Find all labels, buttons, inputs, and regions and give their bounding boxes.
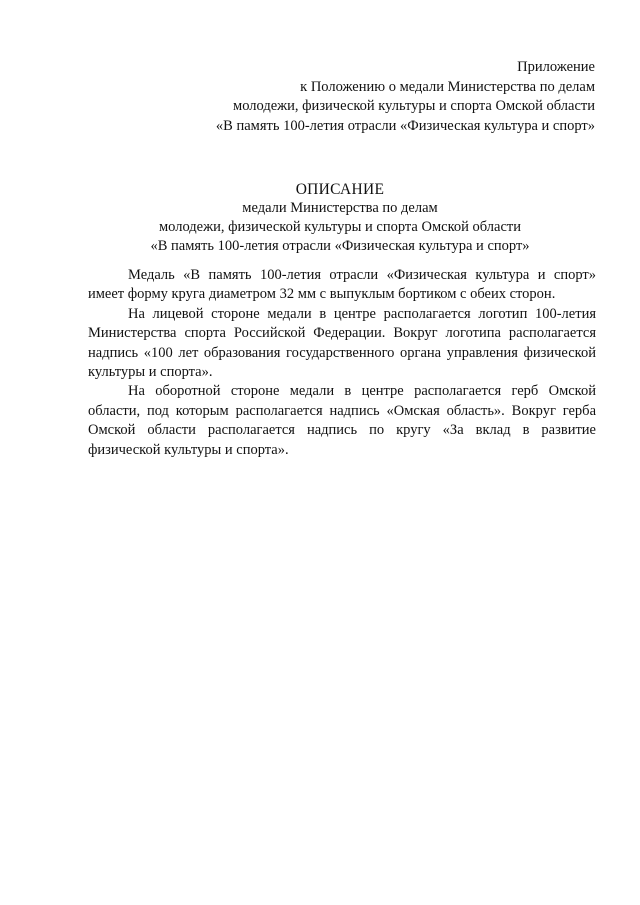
appendix-reference-line-2: молодежи, физической культуры и спорта Омской области <box>233 98 595 114</box>
appendix-reference-line-1: к Положению о медали Министерства по делам <box>300 78 595 95</box>
document-title-block <box>60 180 620 256</box>
document-heading: ОПИСАНИЕ <box>295 181 385 198</box>
title-line-2: молодежи, физической культуры и спорта Омской области <box>159 219 521 235</box>
paragraph-medal-shape: Медаль «В память 100-летия отрасли «Физическая культура и спорт» имеет форму круга диаметром 32 мм с выпуклым бортиком с обеих сторон. <box>88 267 596 303</box>
document-body <box>88 266 596 460</box>
title-line-3: «В память 100-летия отрасли «Физическая культура и спорт» <box>150 238 530 254</box>
paragraph-reverse-side: На оборотной стороне медали в центре располагается герб Омской области, под которым располагается надпись «Омская область». Вокруг герба Омской области располагается надпись по кругу «За вклад в развитие физической культуры и спорта». <box>88 383 596 458</box>
paragraph-front-side: На лицевой стороне медали в центре располагается логотип 100-летия Министерства спорта Российской Федерации. Вокруг логотипа располагается надпись «100 лет образования государственного органа управления физической культуры и спорта». <box>88 305 596 381</box>
appendix-label: Приложение <box>517 59 595 75</box>
appendix-header <box>75 58 595 136</box>
appendix-reference-line-3: «В память 100-летия отрасли «Физическая культура и спорт» <box>215 117 595 134</box>
title-line-1: медали Министерства по делам <box>242 200 438 216</box>
